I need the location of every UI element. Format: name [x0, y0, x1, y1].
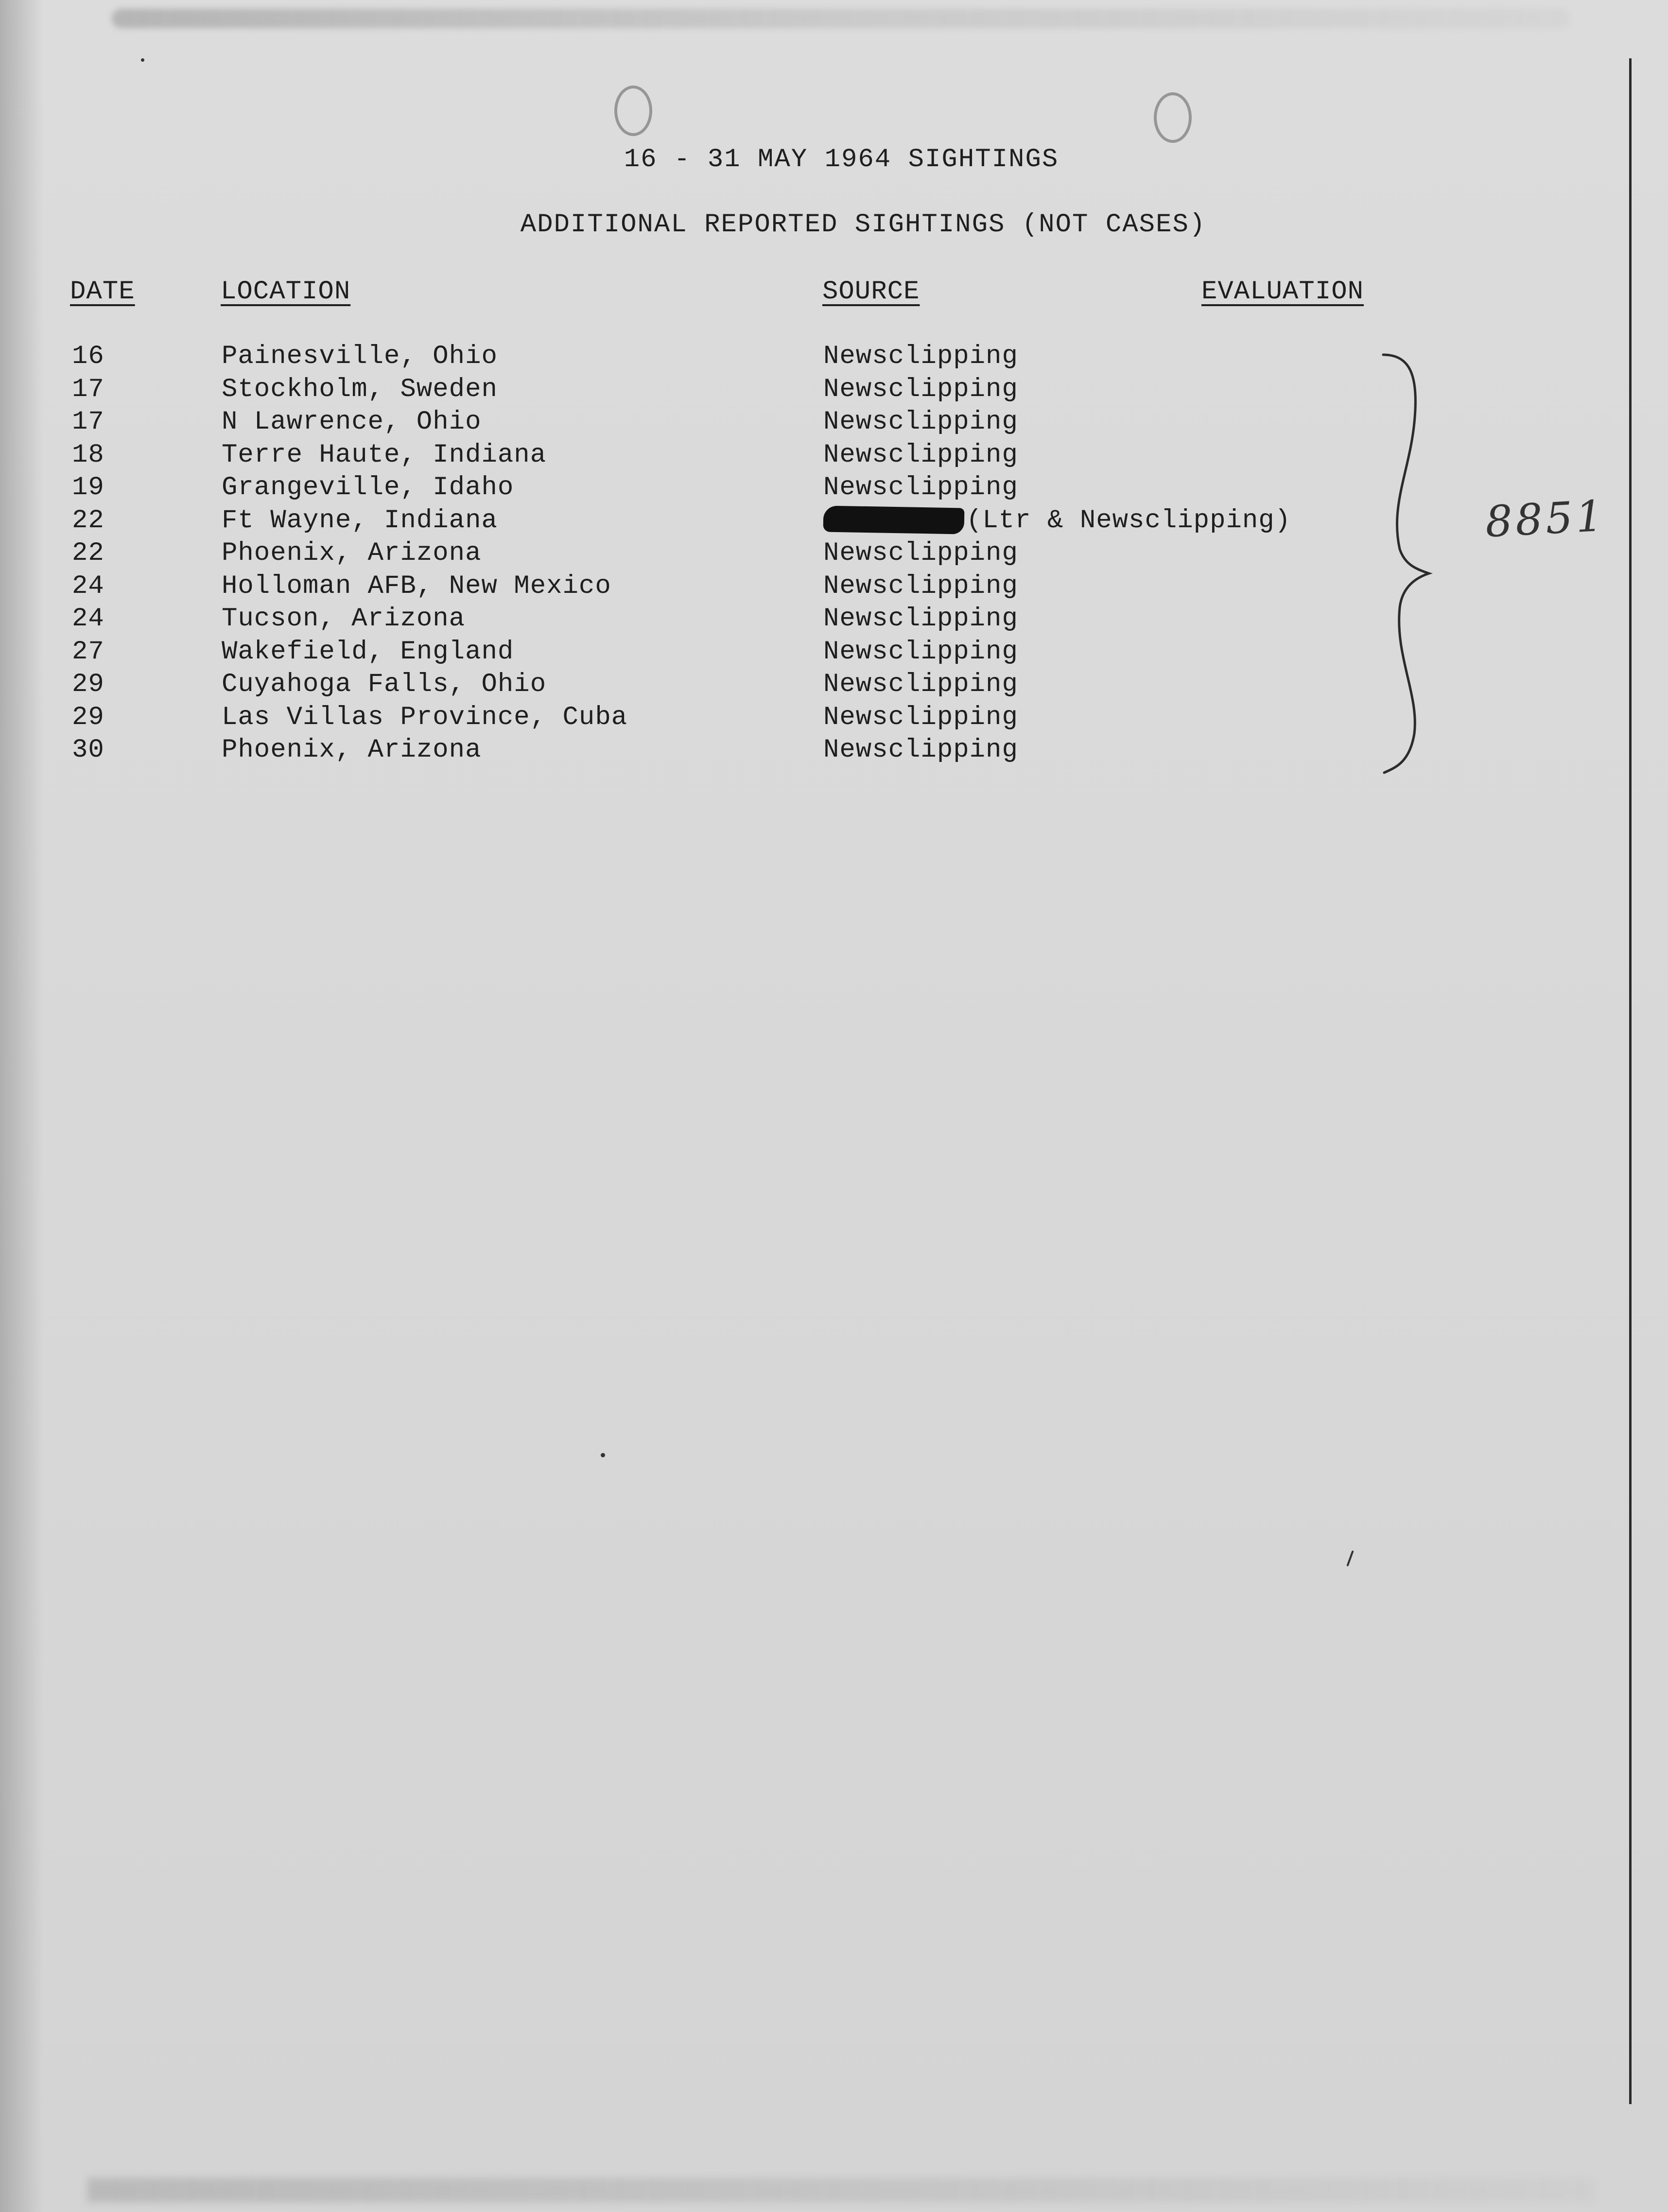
row-location: Stockholm, Sweden	[222, 374, 498, 404]
redaction-mark	[823, 506, 965, 535]
row-location: N Lawrence, Ohio	[222, 407, 482, 437]
page-subtitle: ADDITIONAL REPORTED SIGHTINGS (NOT CASES)	[520, 210, 1206, 240]
row-source: Newsclipping	[823, 538, 1018, 568]
header-evaluation: EVALUATION	[1201, 277, 1364, 307]
row-location: Holloman AFB, New Mexico	[222, 571, 611, 601]
row-source-redacted	[823, 504, 1291, 537]
row-date: 24	[72, 571, 104, 601]
row-location: Grangeville, Idaho	[222, 473, 514, 502]
row-location: Ft Wayne, Indiana	[222, 505, 498, 536]
row-location: Terre Haute, Indiana	[222, 440, 547, 470]
row-source: Newsclipping	[823, 407, 1018, 437]
row-source: Newsclipping	[823, 571, 1018, 601]
punch-hole-left	[614, 86, 652, 136]
row-source: Newsclipping	[823, 670, 1018, 699]
scan-speck	[1346, 1550, 1354, 1566]
row-date: 27	[72, 637, 104, 667]
evaluation-handwritten-number: 8851	[1484, 490, 1607, 547]
row-date: 17	[72, 407, 104, 437]
row-date: 22	[72, 538, 104, 568]
row-date: 19	[72, 473, 104, 502]
row-source: Newsclipping	[823, 473, 1018, 502]
row-date: 22	[72, 505, 104, 536]
row-source: Newsclipping	[823, 342, 1018, 371]
row-location: Wakefield, England	[222, 637, 514, 667]
scan-speck	[601, 1453, 605, 1457]
row-source: Newsclipping	[823, 440, 1018, 470]
row-date: 24	[72, 604, 104, 634]
row-date: 17	[72, 374, 104, 404]
row-location: Cuyahoga Falls, Ohio	[222, 670, 547, 699]
row-date: 30	[72, 735, 104, 765]
punch-hole-right	[1154, 92, 1192, 143]
row-location: Phoenix, Arizona	[222, 538, 482, 568]
header-location: LOCATION	[221, 277, 351, 307]
row-date: 29	[72, 670, 104, 699]
scan-top-shadow	[112, 9, 1570, 28]
scan-bottom-shadow	[87, 2178, 1594, 2202]
row-location: Las Villas Province, Cuba	[222, 702, 628, 732]
row-date: 16	[72, 342, 104, 371]
row-source: Newsclipping	[823, 604, 1018, 634]
page-title: 16 - 31 MAY 1964 SIGHTINGS	[624, 145, 1059, 174]
row-source: Newsclipping	[823, 637, 1018, 667]
row-location: Tucson, Arizona	[222, 604, 466, 634]
row-date: 29	[72, 702, 104, 732]
row-source: Newsclipping	[823, 702, 1018, 732]
row-source-text: (Ltr & Newsclipping)	[966, 505, 1291, 536]
header-date: DATE	[70, 277, 135, 307]
row-location: Painesville, Ohio	[222, 342, 498, 371]
row-source: Newsclipping	[823, 735, 1018, 765]
row-location: Phoenix, Arizona	[222, 735, 482, 765]
row-date: 18	[72, 440, 104, 470]
header-source: SOURCE	[822, 277, 920, 307]
evaluation-brace	[1380, 345, 1439, 778]
row-source: Newsclipping	[823, 374, 1018, 404]
scan-edge-shadow	[0, 0, 44, 2212]
table-header	[0, 277, 1668, 316]
scan-speck	[141, 58, 144, 62]
